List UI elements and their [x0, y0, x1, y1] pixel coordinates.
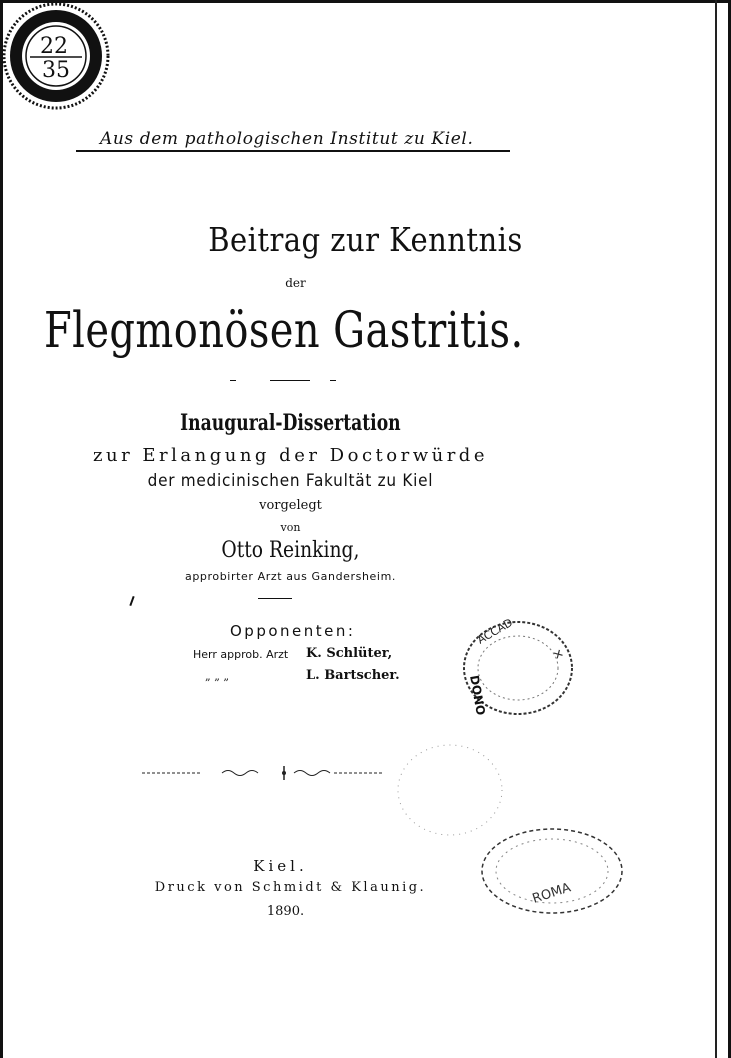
- imprint-city: Kiel.: [253, 857, 308, 875]
- page-edge-right: [715, 0, 727, 1058]
- rome-stamp: [478, 825, 628, 920]
- stray-mark: [129, 596, 134, 606]
- imprint-year: 1890.: [266, 904, 305, 919]
- author-detail: approbirter Arzt aus Gandersheim.: [185, 570, 396, 583]
- author-separator: [258, 598, 292, 599]
- rome-stamp-text: ROMA: [530, 880, 573, 907]
- header-underline: [76, 150, 510, 152]
- opponents-heading: Opponenten:: [230, 622, 356, 640]
- title-line-1: Beitrag zur Kenntnis: [208, 220, 523, 259]
- opponent-1-prefix: Herr approb. Arzt: [193, 648, 289, 661]
- svg-text:✕: ✕: [549, 646, 567, 663]
- dissertation-by: von: [280, 521, 301, 534]
- author-name: Otto Reinking,: [221, 538, 360, 563]
- svg-text:DONO: DONO: [467, 674, 488, 717]
- dissertation-faculty: der medicinischen Fakultät zu Kiel: [147, 471, 434, 491]
- title-connector: der: [285, 276, 306, 290]
- donor-stamp: [456, 612, 586, 722]
- opponent-2-name: L. Bartscher.: [306, 668, 400, 683]
- ornamental-rule: [142, 765, 382, 779]
- dissertation-submitted: vorgelegt: [259, 498, 322, 513]
- dissertation-heading: Inaugural-Dissertation: [180, 410, 401, 436]
- title-separator: [230, 380, 340, 383]
- library-stamp: [0, 0, 120, 110]
- donor-stamp-seal-icon: [456, 612, 586, 722]
- dissertation-purpose: zur Erlangung der Doctorwürde: [93, 445, 488, 466]
- institute-line: Aus dem pathologischen Institut zu Kiel.: [100, 129, 474, 149]
- opponent-2-prefix: „ „ „: [205, 670, 230, 683]
- title-line-2: Flegmonösen Gastritis.: [44, 301, 524, 359]
- stamp-number-top: 22: [40, 34, 68, 59]
- opponent-1-name: K. Schlüter,: [306, 646, 393, 661]
- stamp-number-bottom: 35: [42, 58, 70, 83]
- rome-stamp-seal-icon: [478, 825, 628, 920]
- imprint-printer: Druck von Schmidt & Klaunig.: [154, 880, 427, 895]
- svg-text:ACCAD: ACCAD: [475, 615, 516, 647]
